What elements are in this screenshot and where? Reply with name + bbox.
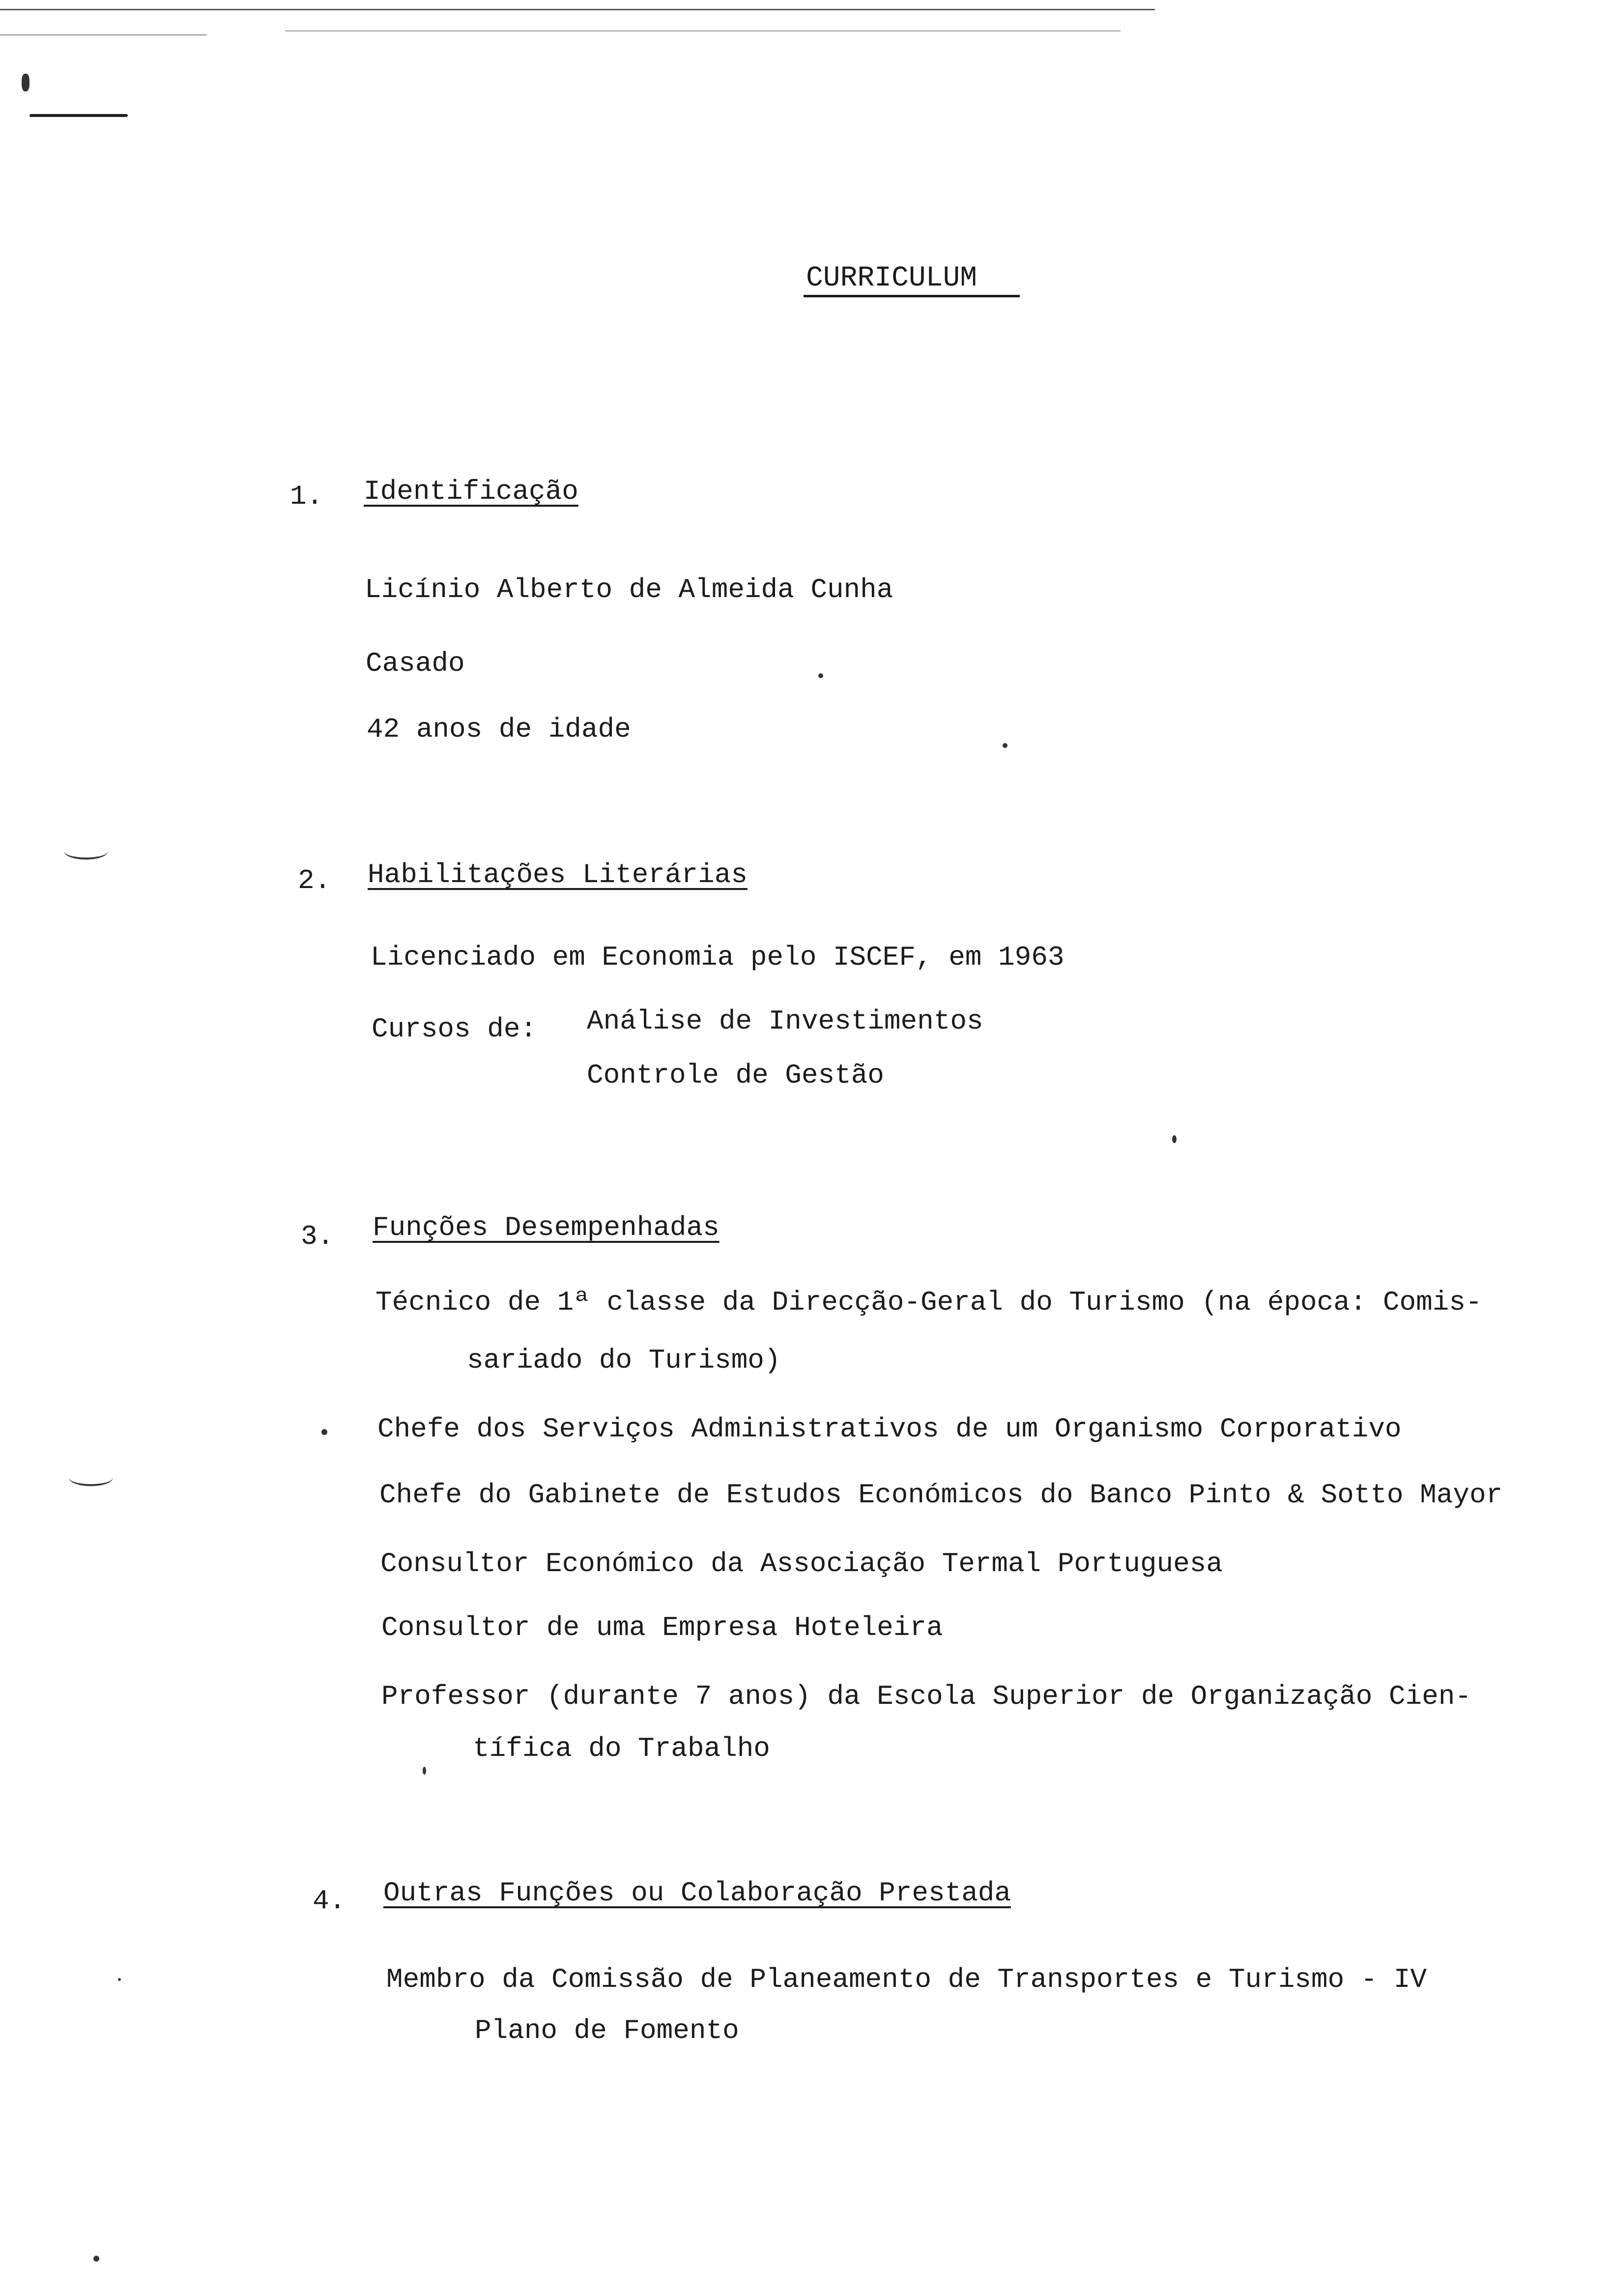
scan-dot: [93, 2256, 99, 2262]
identification-age: 42 anos de idade: [367, 714, 631, 745]
scan-mark: [69, 1469, 113, 1486]
section-4-number: 4.: [313, 1885, 346, 1917]
scan-mark: [29, 114, 128, 117]
section-1-heading: Identificação: [364, 476, 578, 507]
other-function-item-continuation: Plano de Fomento: [475, 2015, 739, 2046]
scan-edge-line: [0, 34, 206, 35]
function-item-continuation: tífica do Trabalho: [473, 1733, 770, 1764]
section-4-heading: Outras Funções ou Colaboração Prestada: [383, 1877, 1011, 1909]
function-item: Chefe do Gabinete de Estudos Económicos do Banco Pinto & Sotto Mayor: [379, 1479, 1503, 1511]
course-item: Controle de Gestão: [587, 1060, 884, 1091]
identification-marital-status: Casado: [366, 648, 465, 679]
scan-dot: [1172, 1135, 1177, 1143]
course-item: Análise de Investimentos: [587, 1005, 983, 1037]
scan-dot: [118, 1978, 121, 1981]
function-item: Técnico de 1ª classe da Direcção-Geral do Turismo (na época: Comis-: [375, 1287, 1482, 1318]
section-2-heading: Habilitações Literárias: [368, 859, 748, 890]
function-item: Professor (durante 7 anos) da Escola Superior de Organização Cien-: [381, 1681, 1471, 1712]
scan-edge-line: [285, 30, 1121, 31]
function-item-continuation: sariado do Turismo): [467, 1345, 781, 1376]
section-3-number: 3.: [301, 1221, 334, 1252]
scan-mark: [64, 843, 108, 860]
section-2-number: 2.: [298, 865, 331, 896]
title-underline: [804, 295, 1020, 297]
function-item: Consultor de uma Empresa Hoteleira: [381, 1612, 943, 1643]
function-item: Consultor Económico da Associação Termal Portuguesa: [380, 1548, 1223, 1579]
scan-dot: [423, 1767, 426, 1775]
scan-dot: [1003, 743, 1008, 748]
degree-line: Licenciado em Economia pelo ISCEF, em 1963: [371, 942, 1065, 973]
scan-edge-line: [0, 9, 1155, 10]
identification-name: Licínio Alberto de Almeida Cunha: [365, 574, 893, 605]
section-1-number: 1.: [290, 481, 323, 512]
section-3-heading: Funções Desempenhadas: [373, 1212, 720, 1243]
bullet-mark: [321, 1429, 327, 1435]
other-function-item: Membro da Comissão de Planeamento de Transportes e Turismo - IV: [386, 1964, 1427, 1995]
document-title: CURRICULUM: [806, 262, 978, 294]
scan-dot: [818, 673, 823, 678]
courses-label: Cursos de:: [372, 1013, 537, 1045]
function-item: Chefe dos Serviços Administrativos de um Organismo Corporativo: [377, 1413, 1402, 1445]
scan-mark: [22, 74, 29, 91]
